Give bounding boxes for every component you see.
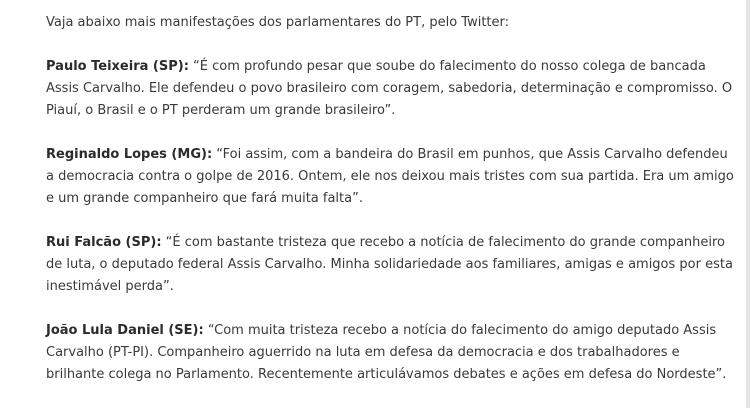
quote-text: “Foi assim, com a bandeira do Brasil em punhos, que Assis Carvalho defendeu a democracia contra o golpe de 2016. Ontem, ele nos deixou mais tristes com sua partida. Era um amigo e um grande companheiro que fará muita falta”.	[46, 147, 734, 206]
quote-paragraph-rui-falcao	[46, 232, 736, 298]
quote-author: João Lula Daniel (SE)	[46, 323, 199, 338]
scrollbar-track[interactable]	[746, 0, 750, 408]
quote-text: “É com profundo pesar que soube do falecimento do nosso colega de bancada Assis Carvalho. Ele defendeu o povo brasileiro com coragem, sabedoria, determinação e compromisso. O Piauí, o Brasil e o PT perderam um grande brasileiro”.	[46, 59, 733, 118]
quote-author: Reginaldo Lopes (MG)	[46, 147, 207, 162]
author-colon: :	[206, 147, 213, 162]
quote-author: Rui Falcão (SP)	[46, 235, 157, 250]
quote-paragraph-paulo-teixeira	[46, 56, 736, 122]
intro-paragraph: Vaja abaixo mais manifestações dos parlamentares do PT, pelo Twitter:	[46, 15, 510, 30]
quote-author: Paulo Teixeira (SP)	[46, 59, 184, 74]
quote-text: “É com bastante tristeza que recebo a notícia de falecimento do grande companheiro de luta, o deputado federal Assis Carvalho. Minha solidariedade aos familiares, amigas e amigos por esta inestimável perda”.	[46, 235, 733, 294]
quote-text: “Com muita tristeza recebo a notícia do falecimento do amigo deputado Assis Carvalho (PT-PI). Companheiro aguerrido na luta em defesa da democracia e dos trabalhadores e brilhante colega no Parlamento. Recentemente articulávamos debates e ações em defesa do Nordeste”.	[46, 323, 727, 382]
quote-paragraph-reginaldo-lopes	[46, 144, 736, 210]
quote-paragraph-joao-daniel	[46, 320, 736, 386]
author-colon: :	[183, 59, 189, 74]
article-body	[46, 12, 736, 408]
author-colon: :	[198, 323, 204, 338]
author-colon: :	[156, 235, 162, 250]
